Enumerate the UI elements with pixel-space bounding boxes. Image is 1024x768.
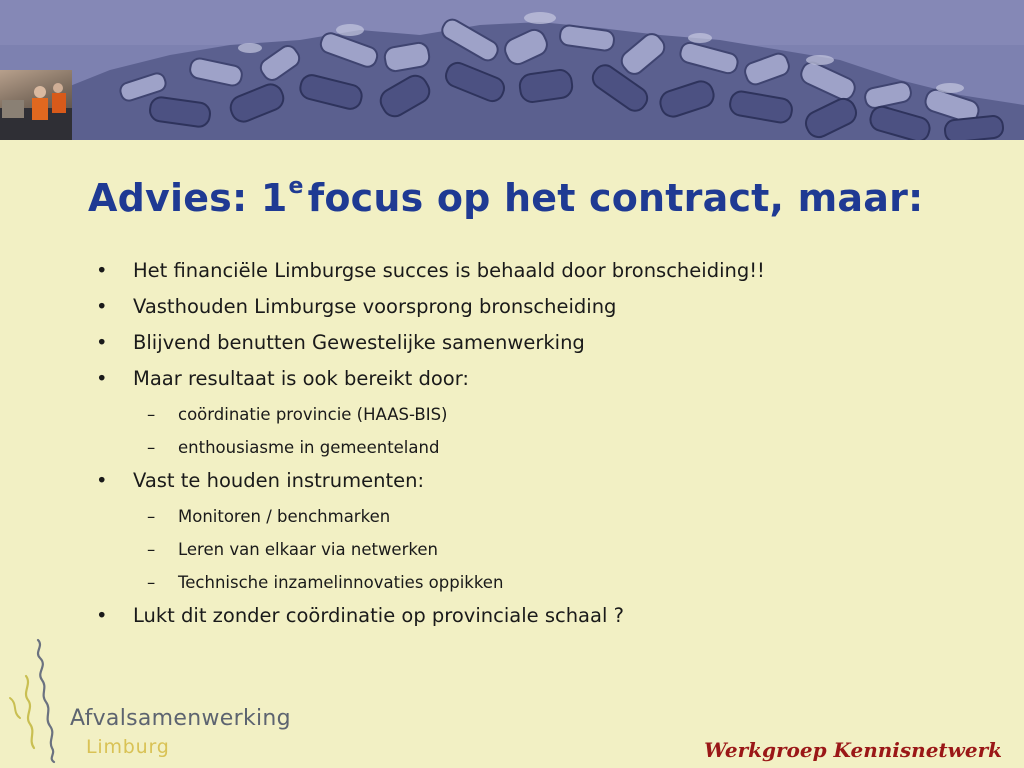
sub-bullet-text: Technische inzamelinnovaties oppikken (178, 573, 504, 592)
bullet-marker: • (96, 331, 108, 354)
bullet-list (96, 254, 996, 635)
title-suffix: focus op het contract, maar: (307, 176, 924, 220)
footer-text: Werkgroep Kennisnetwerk (704, 738, 1002, 762)
sub-bullet-text: Leren van elkaar via netwerken (178, 540, 438, 559)
bullet-item (96, 326, 996, 362)
bullet-text: Vast te houden instrumenten: (133, 469, 425, 492)
sub-bullet-text: coördinatie provincie (HAAS-BIS) (178, 405, 448, 424)
dash-marker: – (147, 405, 156, 424)
bullet-item (96, 362, 996, 398)
sub-bullet-item (96, 431, 996, 464)
bullet-marker: • (96, 604, 108, 627)
bullet-item (96, 254, 996, 290)
bullet-item (96, 599, 996, 635)
bullet-marker: • (96, 295, 108, 318)
bullet-text: Lukt dit zonder coördinatie op provinciale schaal ? (133, 604, 624, 627)
bullet-text: Vasthouden Limburgse voorsprong bronscheiding (133, 295, 617, 318)
bullet-marker: • (96, 469, 108, 492)
bullet-text: Blijvend benutten Gewestelijke samenwerking (133, 331, 585, 354)
dash-marker: – (147, 438, 156, 457)
dash-marker: – (147, 573, 156, 592)
sub-bullet-item (96, 500, 996, 533)
bullet-marker: • (96, 367, 108, 390)
title-superscript: e (288, 174, 304, 200)
slide-title (88, 176, 988, 220)
logo-region: Limburg (86, 736, 170, 758)
sub-bullet-item (96, 398, 996, 431)
bullet-marker: • (96, 259, 108, 282)
sub-bullet-item (96, 566, 996, 599)
sub-bullet-item (96, 533, 996, 566)
bullet-item (96, 464, 996, 500)
bullet-text: Het financiële Limburgse succes is behaald door bronscheiding!! (133, 259, 765, 282)
dash-marker: – (147, 507, 156, 526)
sub-bullet-text: Monitoren / benchmarken (178, 507, 391, 526)
workers-photo (0, 70, 72, 140)
bottles-photo (0, 0, 1024, 140)
bullet-item (96, 290, 996, 326)
header-banner (0, 0, 1024, 140)
logo-name: Afvalsamenwerking (70, 706, 291, 731)
dash-marker: – (147, 540, 156, 559)
sub-bullet-text: enthousiasme in gemeenteland (178, 438, 440, 457)
bullet-text: Maar resultaat is ook bereikt door: (133, 367, 469, 390)
title-prefix: Advies: 1 (88, 176, 288, 220)
